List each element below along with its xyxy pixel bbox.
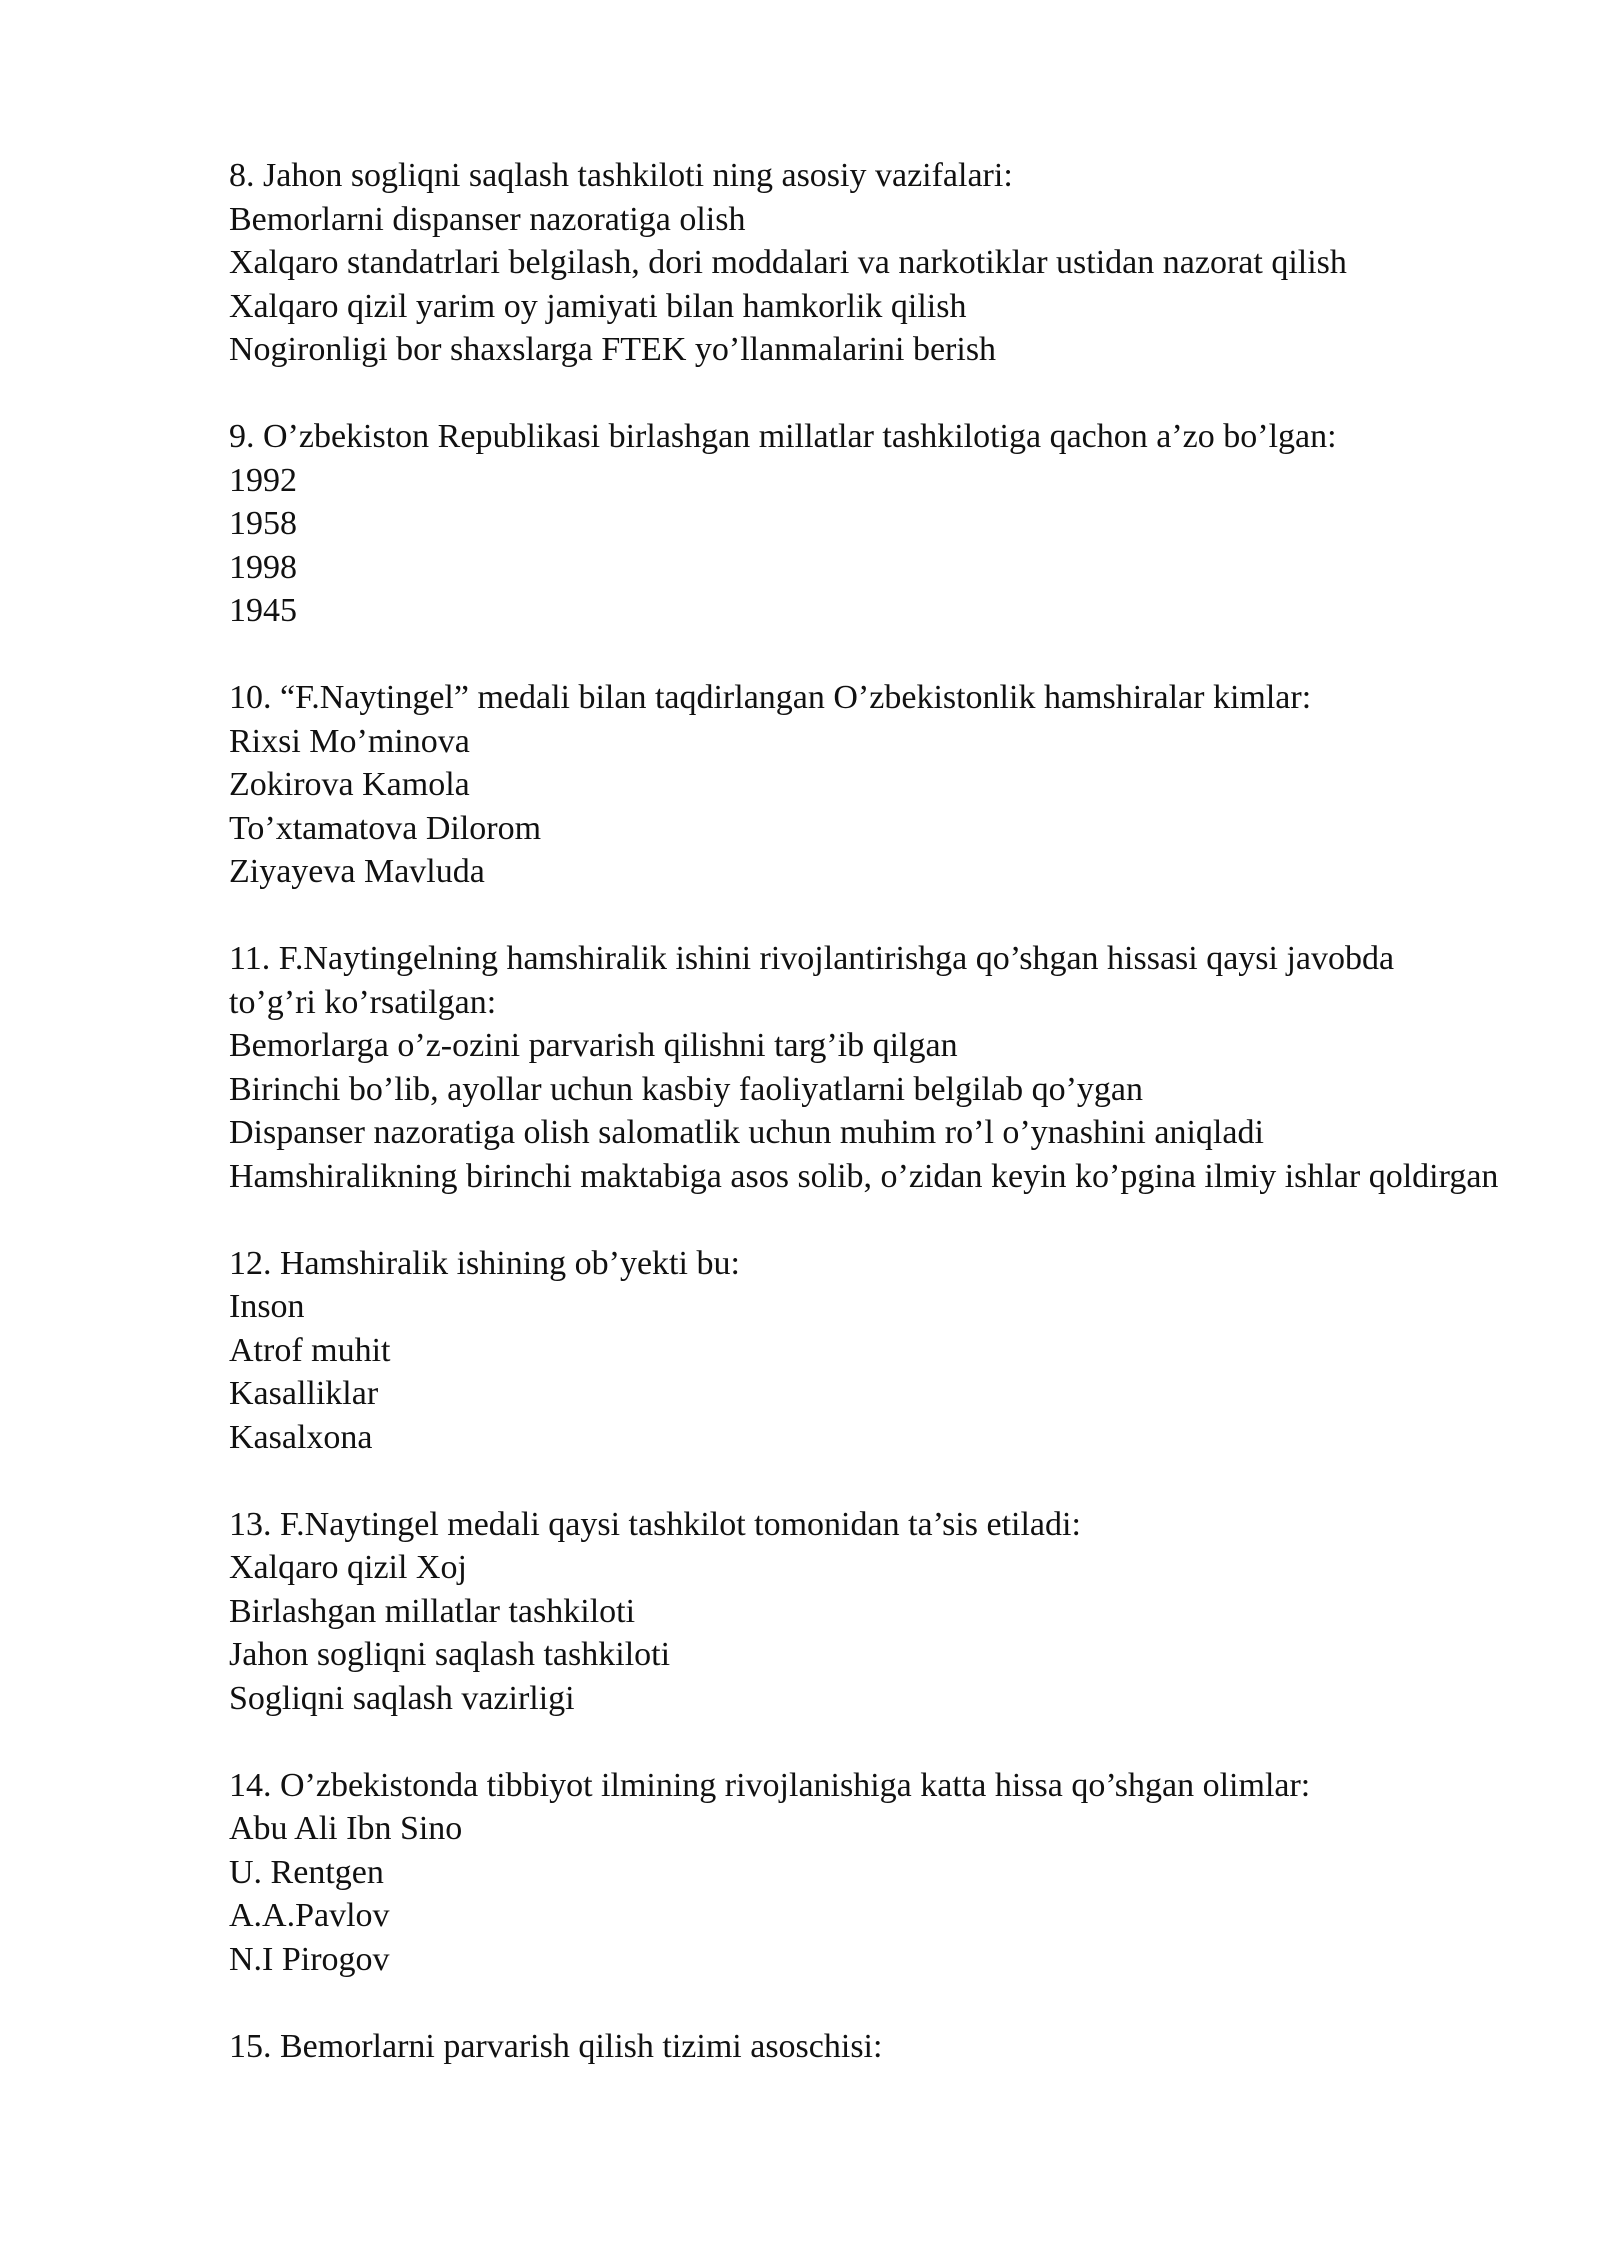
answer-option: Jahon sogliqni saqlash tashkiloti [229, 1636, 671, 1673]
answer-option: Hamshiralikning birinchi maktabiga asos solib, o’zidan keyin ko’pgina ilmiy ishlar qoldirgan [229, 1157, 1499, 1195]
answer-option: To’xtamatova Dilorom [229, 809, 542, 847]
answer-option: Xalqaro qizil yarim oy jamiyati bilan hamkorlik qilish [229, 287, 967, 325]
question-title: 9. O’zbekiston Republikasi birlashgan millatlar tashkilotiga qachon a’zo bo’lgan: [229, 418, 1337, 455]
answer-option: 1998 [229, 548, 297, 586]
question-9 [229, 415, 1529, 633]
answer-option: Zokirova Kamola [229, 766, 470, 803]
answer-option: Sogliqni saqlash vazirligi [229, 1679, 575, 1717]
answer-option: 1945 [229, 592, 297, 629]
answer-option: Ziyayeva Mavluda [229, 853, 485, 890]
answer-option: Rixsi Mo’minova [229, 722, 470, 760]
answer-option: Bemorlarni dispanser nazoratiga olish [229, 200, 746, 238]
answer-option: Birinchi bo’lib, ayollar uchun kasbiy faoliyatlarni belgilab qo’ygan [229, 1070, 1143, 1108]
answer-option: Bemorlarga o’z-ozini parvarish qilishni targ’ib qilgan [229, 1027, 958, 1064]
question-list [229, 154, 1529, 2112]
answer-option: Birlashgan millatlar tashkiloti [229, 1592, 636, 1630]
answer-option: Dispanser nazoratiga olish salomatlik uchun muhim ro’l o’ynashini aniqladi [229, 1114, 1264, 1151]
answer-option: 1992 [229, 461, 297, 499]
answer-option: 1958 [229, 505, 297, 542]
answer-option: Abu Ali Ibn Sino [229, 1810, 463, 1847]
question-title: 14. O’zbekistonda tibbiyot ilmining rivojlanishiga katta hissa qo’shgan olimlar: [229, 1766, 1311, 1804]
question-15 [229, 2025, 1529, 2069]
answer-option: Inson [229, 1288, 305, 1325]
answer-option: Kasalliklar [229, 1375, 379, 1412]
question-14 [229, 1764, 1529, 1982]
question-8 [229, 154, 1529, 372]
answer-option: Xalqaro standatrlari belgilash, dori moddalari va narkotiklar ustidan nazorat qilish [229, 244, 1347, 281]
answer-option: Atrof muhit [229, 1331, 391, 1369]
answer-option: A.A.Pavlov [229, 1897, 390, 1934]
question-title: 10. “F.Naytingel” medali bilan taqdirlangan O’zbekistonlik hamshiralar kimlar: [229, 679, 1312, 716]
question-11 [229, 937, 1529, 1198]
question-title: 15. Bemorlarni parvarish qilish tizimi asoschisi: [229, 2027, 883, 2065]
answer-option: Nogironligi bor shaxslarga FTEK yo’llanmalarini berish [229, 331, 997, 368]
answer-option: U. Rentgen [229, 1853, 384, 1891]
question-title: 8. Jahon sogliqni saqlash tashkiloti ning asosiy vazifalari: [229, 157, 1013, 194]
answer-option: N.I Pirogov [229, 1940, 390, 1978]
question-title: 11. F.Naytingelning hamshiralik ishini rivojlantirishga qo’shgan hissasi qaysi javobda to’g’ri ko’rsatilgan: [229, 940, 1395, 1021]
question-10 [229, 676, 1529, 894]
answer-option: Kasalxona [229, 1418, 373, 1456]
question-13 [229, 1503, 1529, 1721]
question-title: 13. F.Naytingel medali qaysi tashkilot tomonidan ta’sis etiladi: [229, 1505, 1081, 1543]
answer-option: Xalqaro qizil Xoj [229, 1549, 467, 1586]
question-12 [229, 1242, 1529, 1460]
question-title: 12. Hamshiralik ishining ob’yekti bu: [229, 1244, 740, 1282]
